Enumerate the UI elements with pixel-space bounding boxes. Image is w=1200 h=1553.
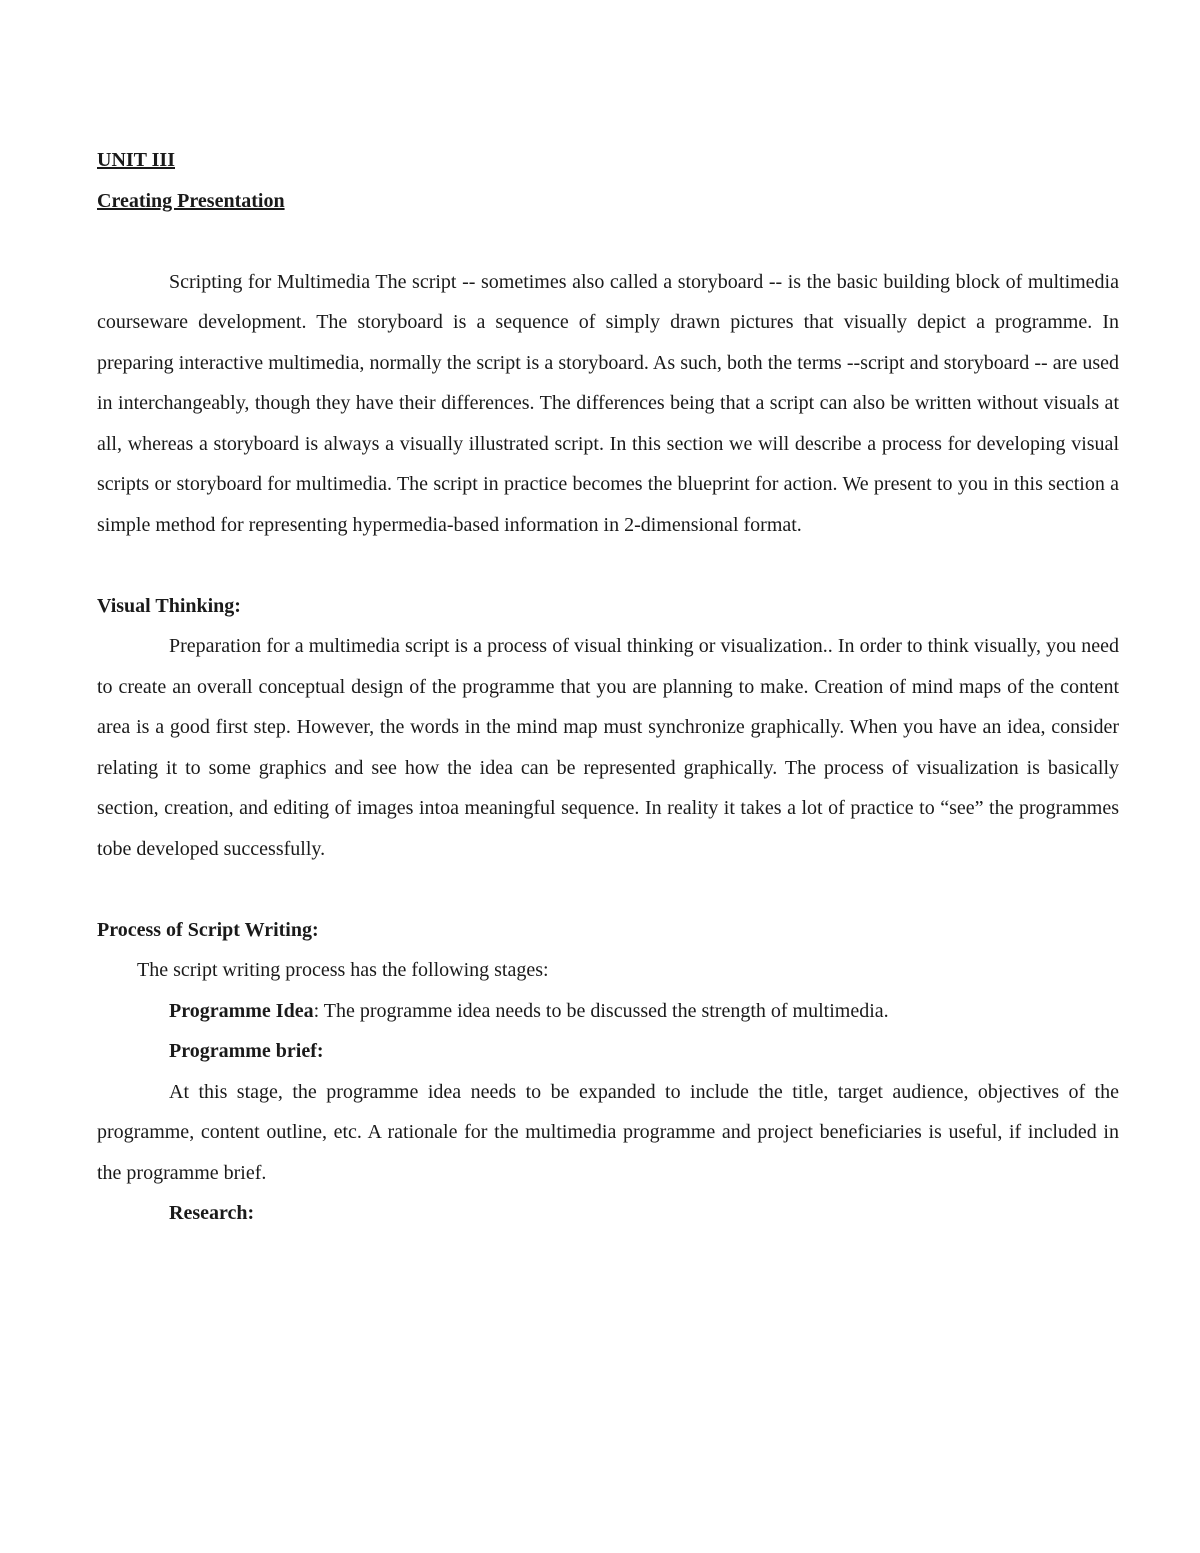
programme-brief-paragraph: At this stage, the programme idea needs to be expanded to include the title, target audience, objectives of the programme, content outline, etc. A rationale for the multimedia programme and project beneficiaries is useful, if included in the programme brief. — [97, 1080, 1119, 1184]
visual-thinking-paragraph: Preparation for a multimedia script is a process of visual thinking or visualization.. In order to think visually, you need to create an overall conceptual design of the programme that you are planning to make. Creation of mind maps of the content area is a good first step. However, the words in the mind map must synchronize graphically. When you have an idea, consider relating it to some graphics and see how the idea can be represented graphically. The process of visualization is basically section, creation, and editing of images intoa meaningful sequence. In reality it takes a lot of practice to “see” the programmes tobe developed successfully. — [97, 635, 1119, 860]
unit-title: UNIT III — [97, 149, 175, 171]
programme-brief-stage — [97, 1031, 1119, 1072]
intro-paragraph: Scripting for Multimedia The script -- sometimes also called a storyboard -- is the basic building block of multimedia courseware development. The storyboard is a sequence of simply drawn pictures that visually depict a programme. In preparing interactive multimedia, normally the script is a storyboard. As such, both the terms --script and storyboard -- are used in interchangeably, though they have their differences. The differences being that a script can also be written without visuals at all, whereas a storyboard is always a visually illustrated script. In this section we will describe a process for developing visual scripts or storyboard for multimedia. The script in practice becomes the blueprint for action. We present to you in this section a simple method for representing hypermedia-based information in 2-dimensional format. — [97, 270, 1119, 536]
programme-idea-text: : The programme idea needs to be discussed the strength of multimedia. — [313, 999, 889, 1022]
script-writing-heading: Process of Script Writing: — [97, 918, 319, 941]
programme-idea-stage — [97, 991, 1119, 1032]
programme-idea-label: Programme Idea — [169, 999, 314, 1022]
spacer — [97, 221, 1119, 262]
section-title: Creating Presentation — [97, 189, 285, 212]
stages-intro: The script writing process has the following stages: — [137, 959, 549, 981]
spacer — [97, 869, 1119, 910]
research-label: Research: — [169, 1202, 255, 1224]
research-stage — [97, 1193, 1119, 1234]
spacer — [97, 545, 1119, 586]
document-page — [97, 140, 1119, 1234]
visual-thinking-heading: Visual Thinking: — [97, 594, 241, 617]
programme-brief-label: Programme brief: — [169, 1040, 324, 1062]
